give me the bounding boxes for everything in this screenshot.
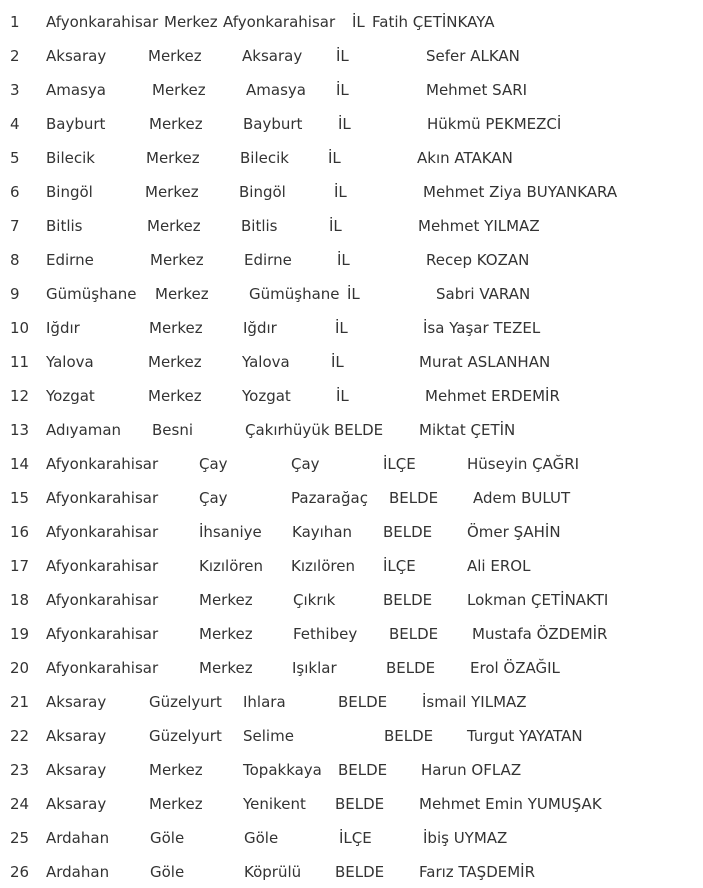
municipality: Pazarağaç	[291, 489, 368, 507]
municipality-type: İL	[337, 251, 350, 269]
municipality: Bilecik	[240, 149, 289, 167]
municipality-type: İL	[336, 47, 349, 65]
row-number: 9	[10, 285, 20, 303]
row-number: 20	[10, 659, 30, 677]
municipality-type: BELDE	[384, 727, 434, 745]
municipality-type: İLÇE	[383, 557, 416, 575]
mayor-name: Turgut YAYATAN	[467, 727, 583, 745]
province: Bilecik	[46, 149, 95, 167]
municipality-type: İL	[335, 319, 348, 337]
district: Merkez	[148, 47, 202, 65]
mayor-name: Mehmet YILMAZ	[418, 217, 540, 235]
row-number: 4	[10, 115, 20, 133]
municipality-type: İL	[338, 115, 351, 133]
province: Afyonkarahisar	[46, 659, 159, 677]
province: Yozgat	[46, 387, 95, 405]
mayor-name: Lokman ÇETİNAKTI	[467, 591, 609, 609]
district: Merkez	[164, 13, 218, 31]
municipality: Yalova	[242, 353, 290, 371]
table-row	[0, 310, 703, 344]
table-row	[0, 616, 703, 650]
mayor-name: Ali EROL	[467, 557, 531, 575]
province: Aksaray	[46, 693, 107, 711]
district: Merkez	[150, 251, 204, 269]
district: Merkez	[146, 149, 200, 167]
row-number: 21	[10, 693, 30, 711]
row-number: 22	[10, 727, 30, 745]
municipality-type: BELDE	[338, 693, 388, 711]
province: Afyonkarahisar	[46, 13, 159, 31]
table-row	[0, 514, 703, 548]
table-row	[0, 718, 703, 752]
table-row	[0, 446, 703, 480]
district: Merkez	[148, 387, 202, 405]
row-number: 2	[10, 47, 20, 65]
municipality: Yozgat	[242, 387, 291, 405]
table-row	[0, 752, 703, 786]
mayor-name: Akın ATAKAN	[417, 149, 513, 167]
mayor-name: Fatih ÇETİNKAYA	[372, 13, 495, 31]
province: Iğdır	[46, 319, 80, 337]
table-row	[0, 548, 703, 582]
mayor-name: Mehmet Ziya BUYANKARA	[423, 183, 618, 201]
municipality-type: İL	[336, 387, 349, 405]
municipality-type: BELDE	[383, 523, 433, 541]
table-row	[0, 4, 703, 38]
table-row	[0, 650, 703, 684]
municipality-type: İL	[329, 217, 342, 235]
table-row	[0, 38, 703, 72]
municipality-type: BELDE	[386, 659, 436, 677]
district: Kızılören	[199, 557, 263, 575]
table-row	[0, 276, 703, 310]
province: Bayburt	[46, 115, 106, 133]
municipality: Yenikent	[243, 795, 306, 813]
mayor-name: İsa Yaşar TEZEL	[423, 319, 541, 337]
municipality-type: İL	[334, 183, 347, 201]
municipality: Edirne	[244, 251, 292, 269]
row-number: 15	[10, 489, 30, 507]
province: Afyonkarahisar	[46, 489, 159, 507]
table-row	[0, 582, 703, 616]
municipality-type: BELDE	[335, 795, 385, 813]
row-number: 6	[10, 183, 20, 201]
municipality: Bitlis	[241, 217, 278, 235]
district: Merkez	[149, 319, 203, 337]
district: Merkez	[199, 659, 253, 677]
province: Afyonkarahisar	[46, 557, 159, 575]
row-number: 1	[10, 13, 20, 31]
municipality: Bingöl	[239, 183, 286, 201]
municipality-type: BELDE	[335, 863, 385, 881]
district: Merkez	[149, 795, 203, 813]
table-row	[0, 820, 703, 854]
province: Aksaray	[46, 47, 107, 65]
mayor-name: Murat ASLANHAN	[419, 353, 551, 371]
municipality: Işıklar	[292, 659, 337, 677]
municipality: Amasya	[246, 81, 306, 99]
district: Çay	[199, 489, 228, 507]
province: Edirne	[46, 251, 94, 269]
table-row	[0, 854, 703, 888]
mayor-name: Mehmet Emin YUMUŞAK	[419, 795, 602, 813]
mayor-name: Ömer ŞAHİN	[467, 523, 561, 541]
municipality: Afyonkarahisar	[223, 13, 336, 31]
province: Aksaray	[46, 795, 107, 813]
municipality-type: İL	[331, 353, 344, 371]
province: Gümüşhane	[46, 285, 137, 303]
mayor-name: Mustafa ÖZDEMİR	[472, 625, 608, 643]
row-number: 7	[10, 217, 20, 235]
mayor-name: Sefer ALKAN	[426, 47, 520, 65]
municipality-type: İLÇE	[383, 455, 416, 473]
municipality-type: BELDE	[334, 421, 384, 439]
mayor-name: İsmail YILMAZ	[422, 693, 527, 711]
province: Aksaray	[46, 761, 107, 779]
district: Göle	[150, 863, 185, 881]
province: Ardahan	[46, 863, 110, 881]
row-number: 26	[10, 863, 30, 881]
row-number: 25	[10, 829, 30, 847]
row-number: 18	[10, 591, 30, 609]
mayor-name: Mehmet SARI	[426, 81, 528, 99]
province: Adıyaman	[46, 421, 122, 439]
mayor-name: Hüseyin ÇAĞRI	[467, 455, 580, 473]
province: Afyonkarahisar	[46, 625, 159, 643]
municipality: Çay	[291, 455, 320, 473]
row-number: 11	[10, 353, 30, 371]
district: İhsaniye	[199, 523, 262, 541]
table-row	[0, 344, 703, 378]
municipality: Iğdır	[243, 319, 277, 337]
province: Afyonkarahisar	[46, 591, 159, 609]
district: Güzelyurt	[149, 727, 222, 745]
municipality-type: İL	[336, 81, 349, 99]
municipality: Kızılören	[291, 557, 355, 575]
municipality: Selime	[243, 727, 294, 745]
municipality: Aksaray	[242, 47, 303, 65]
row-number: 8	[10, 251, 20, 269]
table-row	[0, 174, 703, 208]
district: Merkez	[199, 625, 253, 643]
row-number: 16	[10, 523, 30, 541]
district: Göle	[150, 829, 185, 847]
municipality-type: İLÇE	[339, 829, 372, 847]
row-number: 13	[10, 421, 30, 439]
table-row	[0, 106, 703, 140]
municipality-type: BELDE	[389, 625, 439, 643]
district: Merkez	[148, 353, 202, 371]
mayor-name: Sabri VARAN	[436, 285, 531, 303]
province: Aksaray	[46, 727, 107, 745]
district: Merkez	[147, 217, 201, 235]
municipality-type: İL	[328, 149, 341, 167]
municipality-type: BELDE	[338, 761, 388, 779]
mayor-name: Recep KOZAN	[426, 251, 530, 269]
municipality: Ihlara	[243, 693, 286, 711]
province: Amasya	[46, 81, 106, 99]
municipality: Topakkaya	[243, 761, 322, 779]
mayor-name: Mehmet ERDEMİR	[425, 387, 560, 405]
mayor-name: Adem BULUT	[473, 489, 571, 507]
table-row	[0, 786, 703, 820]
municipality: Fethibey	[293, 625, 358, 643]
table-row	[0, 140, 703, 174]
province: Bitlis	[46, 217, 83, 235]
table-row	[0, 208, 703, 242]
mayor-name: Miktat ÇETİN	[419, 421, 516, 439]
table-row	[0, 412, 703, 446]
mayor-name: Farız TAŞDEMİR	[419, 863, 536, 881]
municipality-type: BELDE	[383, 591, 433, 609]
municipality: Gümüşhane	[249, 285, 340, 303]
district: Merkez	[149, 115, 203, 133]
district: Güzelyurt	[149, 693, 222, 711]
row-number: 17	[10, 557, 30, 575]
district: Merkez	[152, 81, 206, 99]
municipality-type: İL	[347, 285, 360, 303]
row-number: 23	[10, 761, 30, 779]
table-row	[0, 72, 703, 106]
municipality: Çakırhüyük	[245, 421, 330, 439]
municipality: Çıkrık	[293, 591, 336, 609]
table-row	[0, 242, 703, 276]
municipality: Kayıhan	[292, 523, 353, 541]
district: Merkez	[149, 761, 203, 779]
province: Afyonkarahisar	[46, 455, 159, 473]
province: Bingöl	[46, 183, 93, 201]
district: Besni	[152, 421, 194, 439]
row-number: 12	[10, 387, 30, 405]
province: Ardahan	[46, 829, 110, 847]
mayor-name: Harun OFLAZ	[421, 761, 522, 779]
row-number: 3	[10, 81, 20, 99]
mayor-name: Hükmü PEKMEZCİ	[427, 115, 562, 133]
district: Çay	[199, 455, 228, 473]
table-row	[0, 684, 703, 718]
municipality-type: BELDE	[389, 489, 439, 507]
district: Merkez	[155, 285, 209, 303]
municipality: Köprülü	[244, 863, 302, 881]
municipality-type: İL	[352, 13, 365, 31]
municipality: Bayburt	[243, 115, 303, 133]
mayor-name: Erol ÖZAĞIL	[470, 659, 560, 677]
municipality: Göle	[244, 829, 279, 847]
row-number: 5	[10, 149, 20, 167]
row-number: 10	[10, 319, 30, 337]
district: Merkez	[145, 183, 199, 201]
province: Yalova	[46, 353, 94, 371]
row-number: 19	[10, 625, 30, 643]
mayor-name: İbiş UYMAZ	[423, 829, 508, 847]
district: Merkez	[199, 591, 253, 609]
row-number: 14	[10, 455, 30, 473]
row-number: 24	[10, 795, 30, 813]
table-row	[0, 378, 703, 412]
province: Afyonkarahisar	[46, 523, 159, 541]
table-row	[0, 480, 703, 514]
